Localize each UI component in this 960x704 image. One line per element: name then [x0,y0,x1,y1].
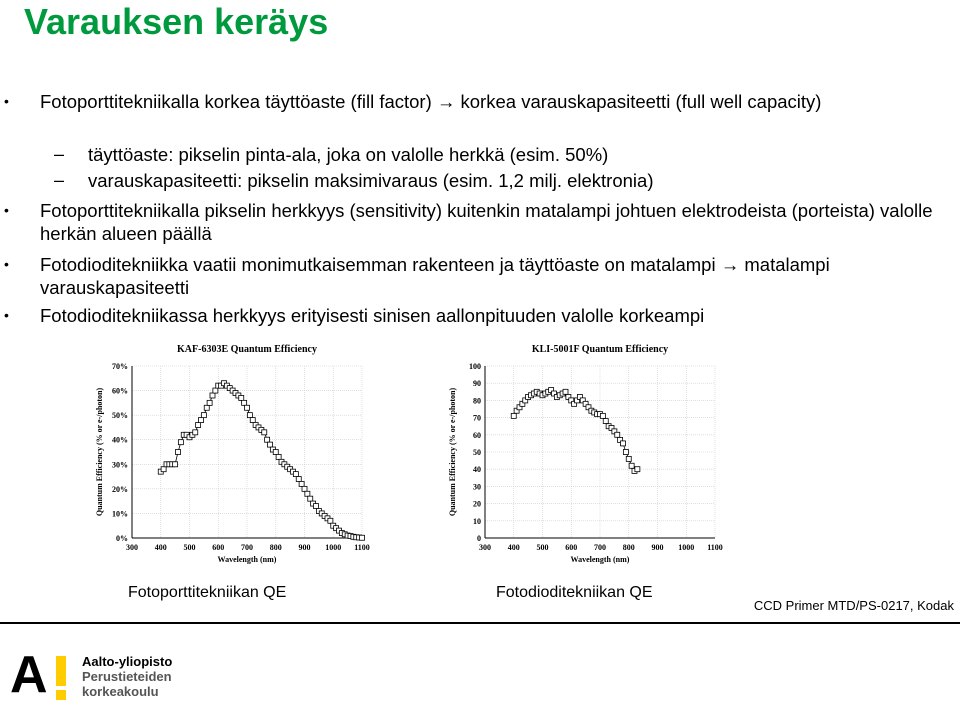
x-tick-label: 900 [651,543,664,552]
data-point [360,535,365,540]
chart-kli-5001f [445,340,725,570]
bullet-1 [4,90,940,113]
data-point [302,486,307,491]
bullet-4 [4,304,940,327]
bullet-dot-icon: • [4,93,9,109]
data-point [296,477,301,482]
bullet-dot-icon: • [4,307,9,323]
data-point [196,422,201,427]
x-tick-label: 800 [269,543,282,552]
x-tick-label: 900 [298,543,311,552]
data-point [603,419,608,424]
data-point [276,454,281,459]
data-point [629,463,634,468]
slide-title: Varauksen keräys [24,1,329,42]
data-point [245,405,250,410]
y-tick-label: 40 [473,465,481,475]
data-point [207,400,212,405]
bullet-dot-icon: • [4,202,9,218]
data-point [635,467,640,472]
data-point [626,456,631,461]
caption-photogate-qe: Fotoporttitekniikan QE [128,584,287,601]
series-line [161,383,362,538]
bullet-2 [4,199,940,245]
data-point [193,430,198,435]
data-point [173,462,178,467]
y-tick-label: 10 [473,516,481,526]
x-tick-label: 800 [622,543,635,552]
logo-exclamation-icon [54,656,68,700]
x-axis-label: Wavelength (nm) [217,555,277,564]
data-point [511,413,516,418]
y-tick-label: 20% [112,484,128,494]
footer-divider [0,622,960,624]
y-tick-label: 80 [473,396,481,406]
x-tick-label: 1000 [325,543,342,552]
data-point [201,413,206,418]
data-point [199,418,204,423]
y-tick-label: 90 [473,379,481,389]
subbullet-text: täyttöaste: pikselin pinta-ala, joka on valolle herkkä (esim. 50%) [88,144,609,165]
chart-title: KAF-6303E Quantum Efficiency [177,344,317,355]
logo-letter: A [10,646,48,704]
x-tick-label: 500 [183,543,196,552]
y-tick-label: 60% [112,386,128,396]
x-tick-label: 300 [479,543,491,552]
data-point [204,405,209,410]
y-tick-label: 50 [473,448,481,457]
y-axis-label: Quantum Efficiency (% or e-/photon) [448,387,457,517]
data-point [299,481,304,486]
subbullet-2 [54,169,928,192]
source-reference: CCD Primer MTD/PS-0217, Kodak [753,598,954,613]
bullet-text: Fotodioditekniikassa herkkyys erityisesti sinisen aallonpituuden valolle korkeampi [40,305,705,326]
data-point [293,472,298,477]
bullet-dot-icon: • [4,256,9,272]
y-tick-label: 70% [112,362,128,371]
data-point [210,393,215,398]
data-point [563,389,568,394]
data-point [623,450,628,455]
y-tick-label: 70 [473,413,481,423]
subbullet-text: varauskapasiteetti: pikselin maksimivaraus (esim. 1,2 milj. elektronia) [88,170,654,191]
chart-title: KLI-5001F Quantum Efficiency [531,344,669,355]
data-point [268,442,273,447]
x-tick-label: 400 [154,543,167,552]
bullet-text: Fotoporttitekniikalla pikselin herkkyys (sensitivity) kuitenkin matalampi johtuen elektrodeista (porteista) valolle herkän alueen päällä [40,200,933,244]
y-tick-label: 60 [473,430,481,440]
data-point [239,395,244,400]
data-point [615,432,620,437]
chart-kli-5001f-svg [445,340,725,570]
x-tick-label: 300 [126,543,138,552]
logo-line-3: korkeakoulu [82,684,159,699]
y-tick-label: 40% [112,435,128,445]
y-tick-label: 10% [112,509,128,519]
data-point [247,413,252,418]
caption-photodiode-qe: Fotodioditekniikan QE [496,584,653,601]
y-tick-label: 30% [112,460,128,470]
data-point [161,467,166,472]
bullet-3 [4,253,940,299]
logo-line-2: Perustieteiden [82,669,172,684]
bullet-text: Fotoporttitekniikalla korkea täyttöaste (fill factor) → korkea varauskapasiteetti (full well capacity) [40,91,822,112]
chart-kaf-6303e [92,340,372,570]
x-tick-label: 500 [536,543,549,552]
x-tick-label: 600 [565,543,578,552]
data-point [265,437,270,442]
data-point [305,491,310,496]
data-point [314,504,319,509]
data-point [250,418,255,423]
x-tick-label: 1100 [707,543,723,552]
data-point [273,450,278,455]
y-tick-label: 0% [116,534,128,543]
y-tick-label: 30 [473,482,481,492]
logo-line-1: Aalto-yliopisto [82,654,173,669]
data-point [600,413,605,418]
dash-icon: – [54,170,65,190]
y-tick-label: 100 [469,362,481,371]
chart-kaf-6303e-svg [92,340,372,570]
aalto-logo [10,646,210,704]
subbullet-1 [54,143,928,166]
data-point [262,430,267,435]
data-point [178,440,183,445]
logo-text [82,654,172,699]
x-tick-label: 600 [212,543,225,552]
y-axis-label: Quantum Efficiency (% or e-/photon) [95,387,104,517]
data-point [308,496,313,501]
y-tick-label: 20 [473,499,481,509]
data-point [621,441,626,446]
y-tick-label: 50% [112,411,128,421]
x-tick-label: 700 [594,543,606,552]
x-tick-label: 1100 [354,543,370,552]
dash-icon: – [54,144,65,164]
bullet-text: Fotodioditekniikka vaatii monimutkaisemman rakenteen ja täyttöaste on matalampi → matalampi varauskapasiteetti [40,254,830,298]
y-tick-label: 0 [477,534,481,543]
data-point [176,450,181,455]
x-tick-label: 1000 [678,543,695,552]
data-point [328,518,333,523]
x-tick-label: 400 [507,543,520,552]
x-axis-label: Wavelength (nm) [570,555,630,564]
data-point [213,388,218,393]
x-tick-label: 700 [241,543,253,552]
data-point [242,400,247,405]
